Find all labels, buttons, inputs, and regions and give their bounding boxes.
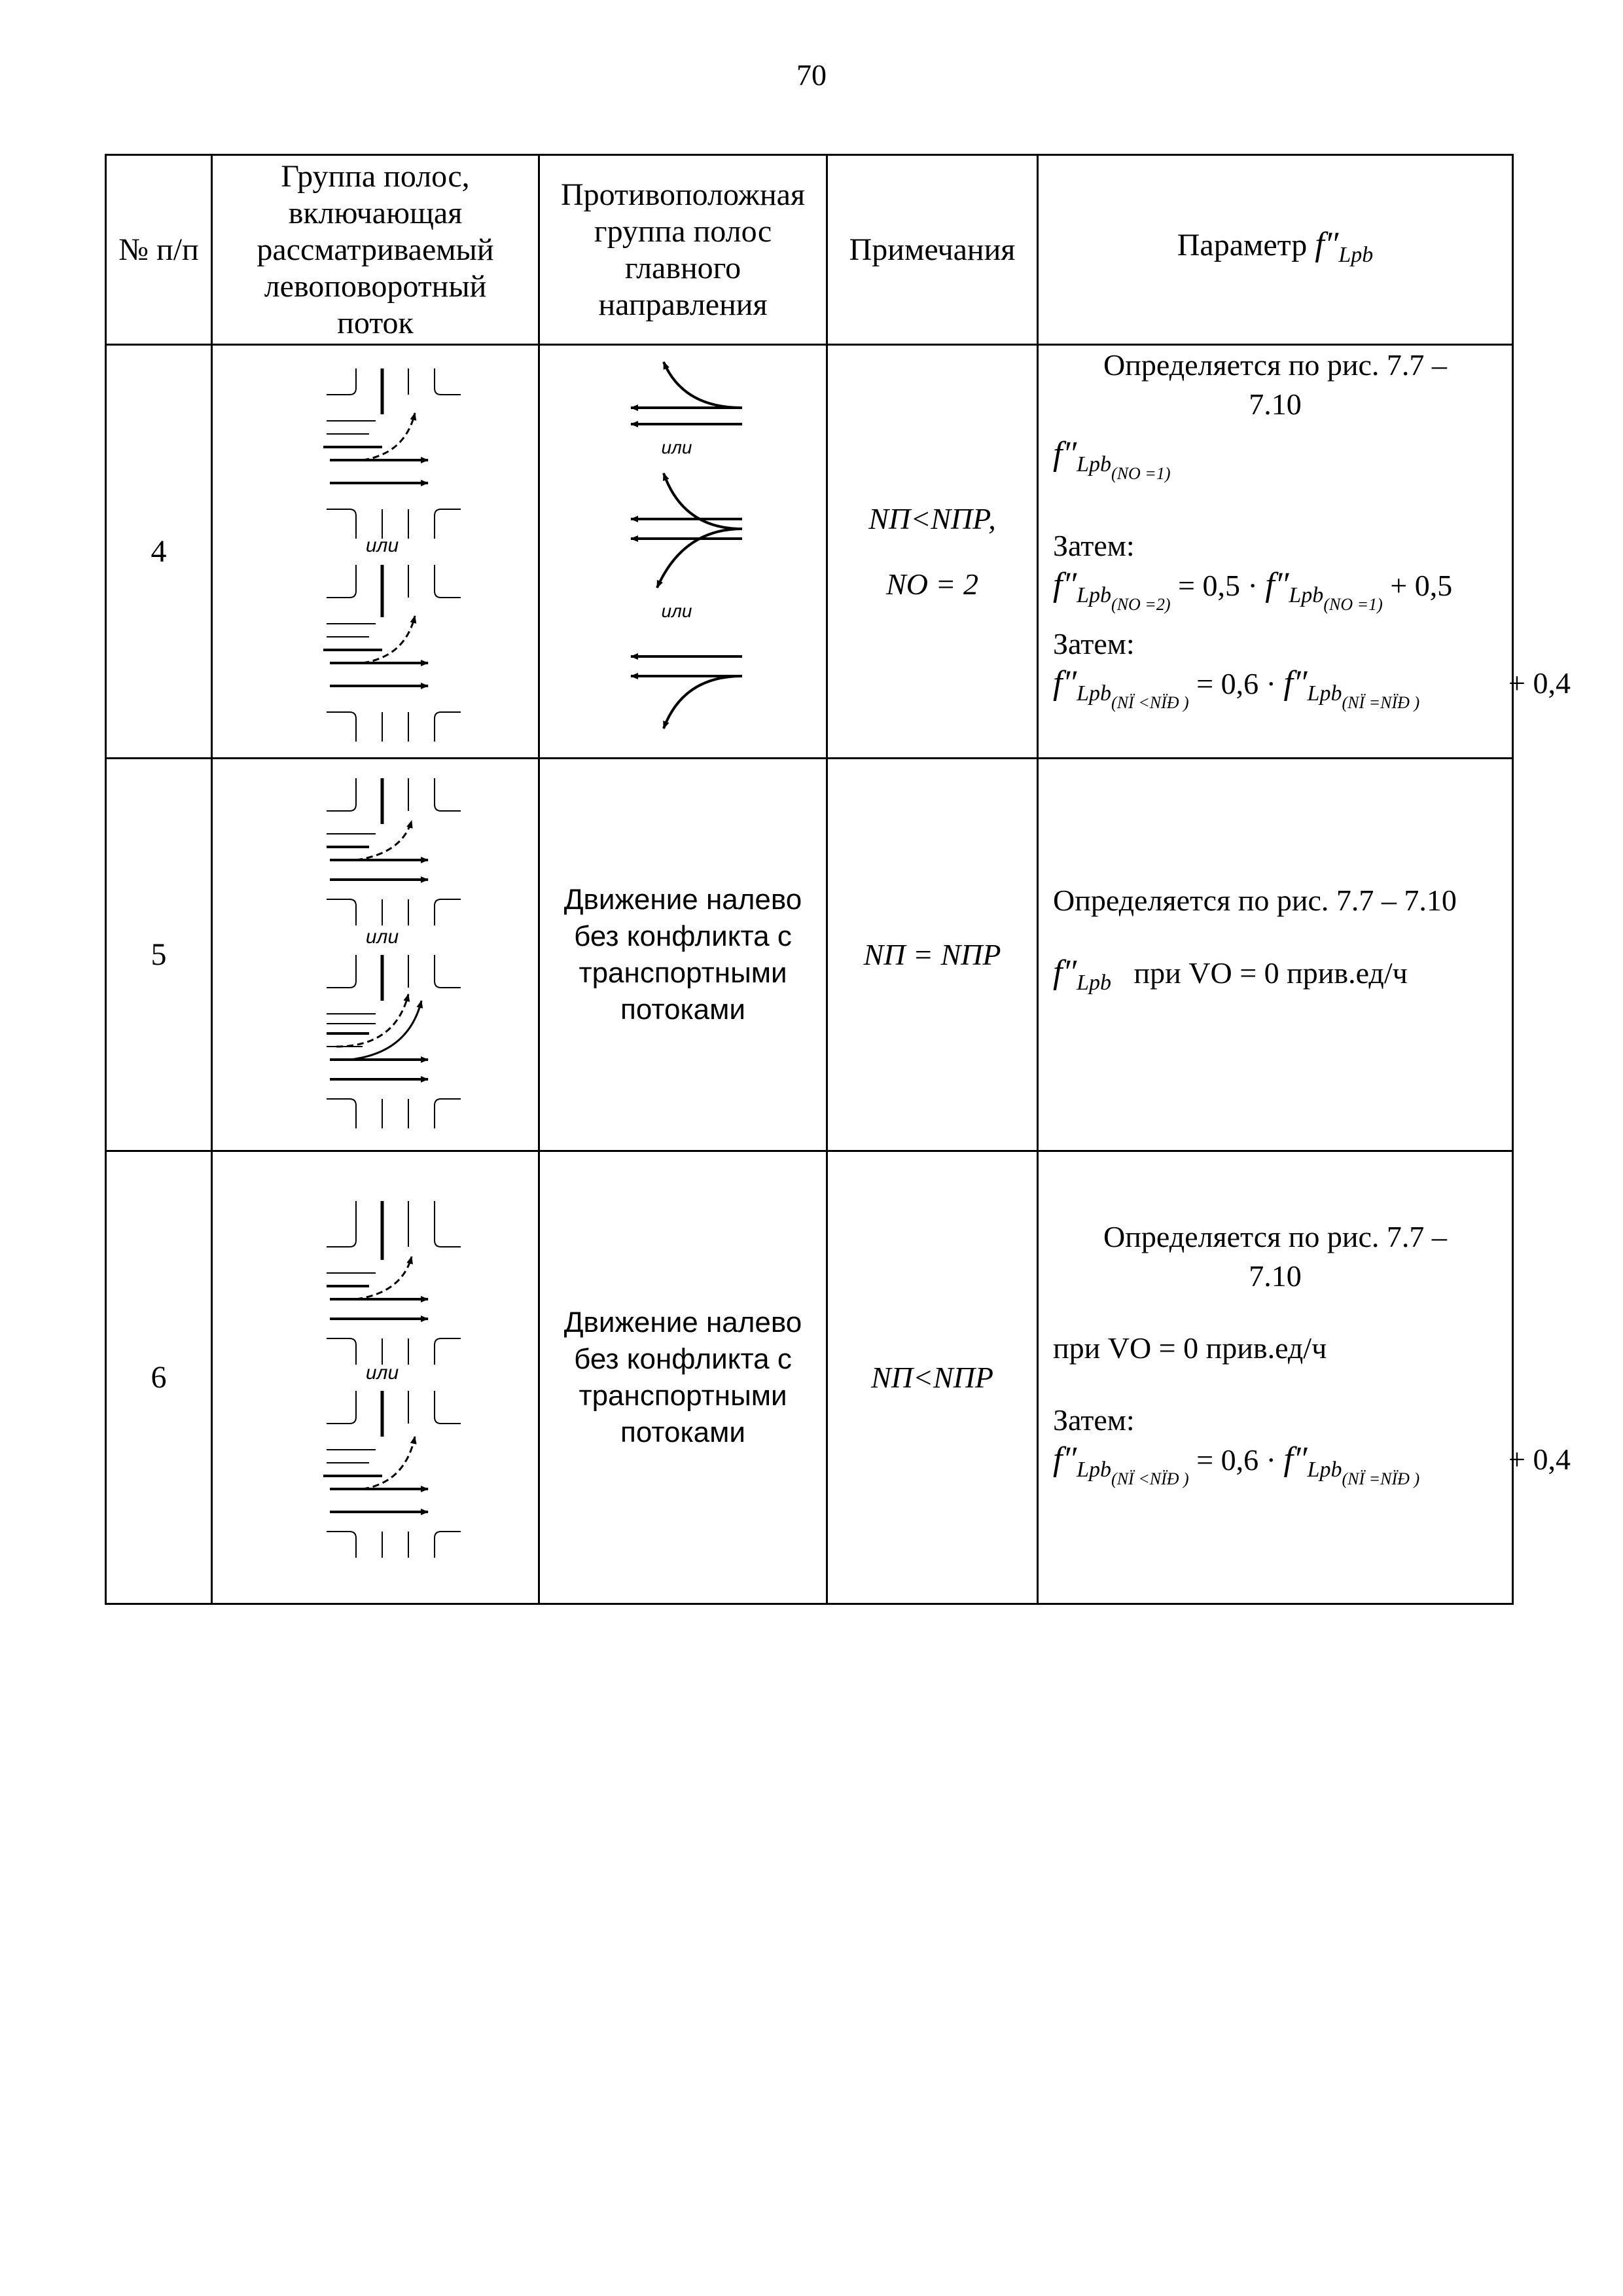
or-label: или (661, 437, 692, 457)
notes-cell (827, 1151, 1038, 1604)
notes-cell (827, 345, 1038, 759)
header-opposite-line: группа полос (594, 213, 772, 249)
param-text: 7.10 (1249, 1259, 1302, 1293)
notes-cell (827, 759, 1038, 1151)
param-condition: при VO = 0 прив.ед/ч (1133, 956, 1408, 990)
param-condition: при VO = 0 прив.ед/ч (1053, 1331, 1327, 1365)
param-cell (1038, 759, 1513, 1151)
formula: $f''_{Lpb(NO =2)} = 0,5 \cdot f''_{Lpb(NO =1)} + 0,5$ (1053, 566, 1453, 614)
header-lane-group (212, 155, 539, 345)
param-text: Затем: (1053, 529, 1135, 562)
header-number-label: № п/п (118, 232, 199, 267)
note-line: NП<NПР, (868, 501, 996, 535)
or-label: или (365, 534, 399, 556)
table-row (106, 345, 1513, 759)
formula-op: + 0,5 (1390, 569, 1453, 602)
lane-group-diagram (212, 1151, 539, 1604)
formula: $f''_{Lpb}$ при VO = 0 прив.ед/ч (1053, 953, 1408, 995)
or-label: или (365, 1361, 399, 1384)
note-line: NП<NПР (871, 1360, 993, 1394)
opposite-text-cell (539, 1151, 827, 1604)
formula-op: = 0,6 · (1196, 1443, 1276, 1477)
left-turn-arrow (363, 616, 415, 663)
param-text: Затем: (1053, 1403, 1135, 1437)
formula-op: + 0,4 (1508, 1443, 1571, 1476)
page-number: 70 (796, 58, 827, 92)
header-opposite-group (539, 155, 827, 345)
formula-sub: (NO =1) (1323, 595, 1383, 614)
formula-sub: (NÏ =NÏÐ ) (1342, 1469, 1420, 1488)
formula: $f''_{Lpb(NÏ <NÏÐ )} = 0,6 \cdot f''_{Lpb(NÏ =NÏÐ )}$ + 0,4 (1053, 664, 1571, 712)
formula-op: + 0,4 (1508, 666, 1571, 700)
opposite-text: транспортными (579, 1379, 787, 1412)
left-turn-arrow (363, 413, 415, 460)
row-number (106, 345, 212, 759)
opposite-lanes-diagram (598, 355, 768, 748)
header-lane-group-line: рассматриваемый (257, 232, 494, 267)
opposite-text: транспортными (579, 956, 787, 989)
row-number-value: 6 (151, 1359, 167, 1395)
header-lane-group-line: включающая (288, 196, 463, 230)
header-number (106, 155, 212, 345)
formula: $f''_{Lpb(NÏ <NÏÐ )} = 0,6 \cdot f''_{Lpb(NÏ =NÏÐ )}$ + 0,4 (1053, 1441, 1571, 1488)
opposite-text: потоками (620, 1416, 745, 1448)
header-lane-group-line: поток (337, 306, 414, 340)
opposite-text: Движение налево (563, 883, 802, 916)
header-notes (827, 155, 1038, 345)
row-number (106, 759, 212, 1151)
table-header-row (106, 155, 1513, 345)
opposite-text: потоками (620, 993, 745, 1026)
opposite-text: без конфликта с (574, 1342, 792, 1375)
row-number-value: 5 (151, 937, 167, 972)
opposite-group-diagram (539, 345, 827, 759)
formula: $f''_{Lpb(NO =1)}$ (1053, 435, 1171, 483)
left-turn-arrow (664, 362, 742, 408)
header-opposite-line: главного (624, 250, 741, 285)
param-cell (1038, 1151, 1571, 1604)
opposite-text-cell (539, 759, 827, 1151)
formula-op: = 0,6 · (1196, 667, 1276, 700)
param-text: Затем: (1053, 627, 1135, 660)
note-line: NП = NПР (863, 937, 1001, 971)
or-label: или (661, 600, 692, 621)
table-row (106, 1151, 1513, 1604)
opposite-text: без конфликта с (574, 920, 792, 952)
intersection-diagram (277, 1194, 474, 1561)
lane-group-diagram (212, 759, 539, 1151)
header-opposite-line: направления (598, 287, 768, 322)
header-opposite-line: Противоположная (560, 177, 806, 212)
param-cell (1038, 345, 1571, 759)
intersection-diagram (277, 355, 474, 748)
param-text: Определяется по рис. 7.7 – 7.10 (1053, 883, 1457, 917)
road-edge (327, 368, 356, 395)
formula-sub: (NO =1) (1111, 464, 1171, 483)
param-text: Определяется по рис. 7.7 – (1103, 348, 1447, 382)
opposite-text: Движение налево (563, 1306, 802, 1338)
header-lane-group-line: Группа полос, (281, 159, 470, 194)
parameter-table (105, 154, 1571, 1605)
header-lane-group-line: левоповоротный (264, 269, 487, 304)
formula-sub: (NO =2) (1111, 595, 1171, 614)
formula-sub: (NÏ <NÏÐ ) (1111, 693, 1189, 712)
note-line: NO = 2 (886, 567, 978, 601)
row-number (106, 1151, 212, 1604)
param-text: Определяется по рис. 7.7 – (1103, 1220, 1447, 1253)
formula-sub: (NÏ <NÏÐ ) (1111, 1469, 1189, 1488)
header-notes-label: Примечания (849, 232, 1016, 267)
formula-op: = 0,5 · (1178, 569, 1258, 602)
or-label: или (365, 925, 399, 948)
lane-group-diagram (212, 345, 539, 759)
table-row (106, 759, 1513, 1151)
header-parameter-symbol: f″ (1315, 225, 1339, 263)
row-number-value: 4 (151, 533, 167, 569)
header-parameter-sub: Lpb (1338, 242, 1374, 267)
intersection-diagram (277, 772, 474, 1138)
formula-sub: (NÏ =NÏÐ ) (1342, 693, 1420, 712)
header-parameter (1038, 155, 1513, 345)
header-parameter-label: Параметр (1177, 227, 1308, 262)
param-text: 7.10 (1249, 387, 1302, 421)
